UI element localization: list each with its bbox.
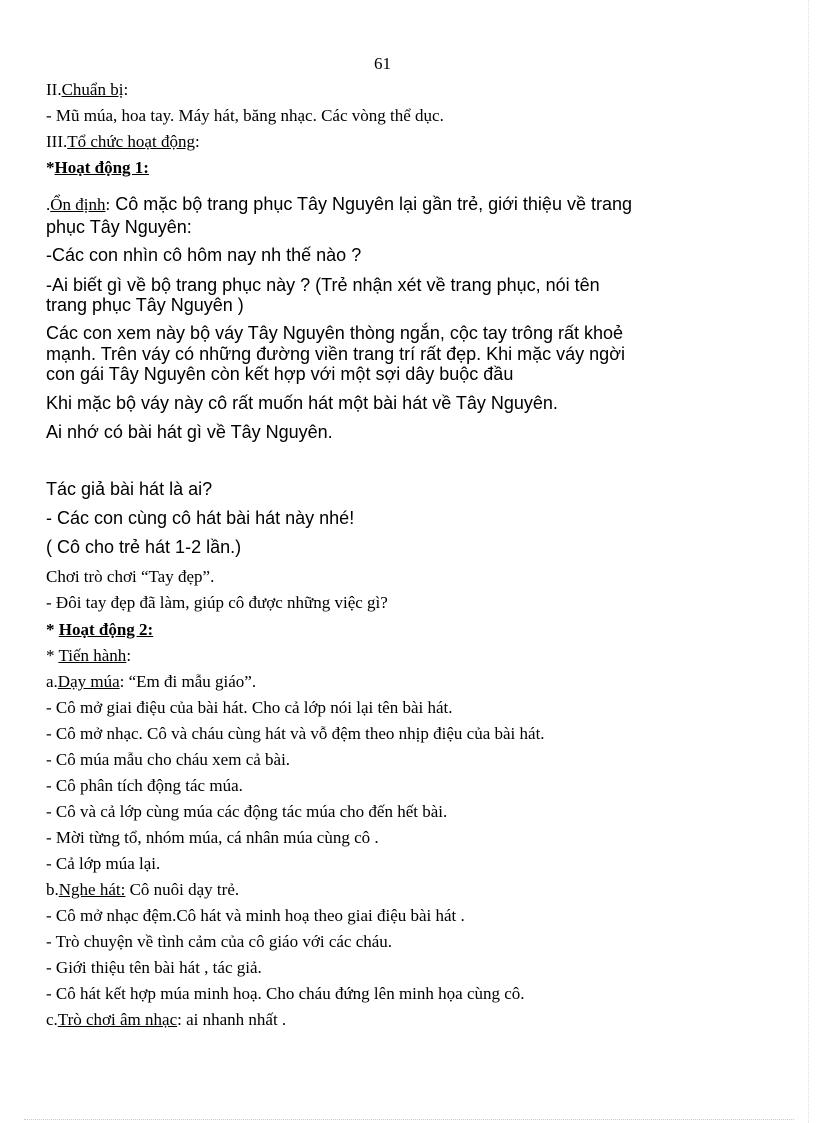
tien-hanh-prefix: * <box>46 646 59 665</box>
game-line: Chơi trò chơi “Tay đẹp”. <box>46 567 215 586</box>
section-3-heading <box>46 132 200 152</box>
part-a-label: Dạy múa <box>57 672 120 691</box>
section-2-suffix: : <box>123 80 129 99</box>
part-c-suffix: : ai nhanh nhất . <box>177 1010 287 1029</box>
page-right-border <box>808 0 809 1123</box>
game-question-line: - Đôi tay đẹp đã làm, giúp cô được những việc gì? <box>46 593 388 612</box>
activity-2-prefix: * <box>46 620 59 639</box>
part-b-item: - Giới thiệu tên bài hát , tác giả. <box>46 958 262 977</box>
part-b-label: Nghe hát: <box>58 880 126 899</box>
part-b-heading <box>46 880 239 900</box>
activity-1-prefix: * <box>46 158 55 177</box>
part-b-prefix: b. <box>46 880 59 899</box>
on-dinh-label: Ổn định <box>50 195 106 214</box>
description-line-1: Các con xem này bộ váy Tây Nguyên thòng ngắn, cộc tay trông rất khoẻ <box>46 323 624 343</box>
part-c-label: Trò chơi âm nhạc <box>57 1010 178 1029</box>
tien-hanh-suffix: : <box>126 646 132 665</box>
section-2-title: Chuẩn bị <box>61 80 124 99</box>
ask-author-line: Tác giả bài hát là ai? <box>46 479 213 499</box>
section-2-heading <box>46 80 128 100</box>
part-a-item: - Cô múa mẫu cho cháu xem cả bài. <box>46 750 291 769</box>
song-intro-line: Khi mặc bộ váy này cô rất muốn hát một bài hát về Tây Nguyên. <box>46 393 558 413</box>
on-dinh-line <box>46 194 632 215</box>
tien-hanh-label: Tiến hành <box>58 646 127 665</box>
intro-line-2: phục Tây Nguyên: <box>46 217 192 237</box>
part-a-item: - Cô và cả lớp cùng múa các động tác múa cho đến hết bài. <box>46 802 448 821</box>
part-a-prefix: a. <box>46 672 58 691</box>
question-2-line-2: trang phục Tây Nguyên ) <box>46 295 244 315</box>
part-b-item: - Cô hát kết hợp múa minh hoạ. Cho cháu đứng lên minh họa cùng cô. <box>46 984 525 1003</box>
part-a-suffix: : “Em đi mẫu giáo”. <box>119 672 257 691</box>
intro-line-1: Cô mặc bộ trang phục Tây Nguyên lại gần trẻ, giới thiệu về trang <box>110 194 632 214</box>
materials-item: - Mũ múa, hoa tay. Máy hát, băng nhạc. Các vòng thể dục. <box>46 106 444 125</box>
on-dinh-suffix: : <box>105 195 111 214</box>
activity-2-heading <box>46 620 153 640</box>
activity-2-title: Hoạt động 2: <box>58 620 154 639</box>
section-3-prefix: III. <box>46 132 68 151</box>
part-a-item: - Cô mở giai điệu của bài hát. Cho cả lớp nói lại tên bài hát. <box>46 698 453 717</box>
description-line-3: con gái Tây Nguyên còn kết hợp với một sợi dây buộc đầu <box>46 364 514 384</box>
on-dinh-prefix: . <box>46 195 51 214</box>
part-b-suffix: Cô nuôi dạy trẻ. <box>125 880 240 899</box>
activity-1-heading <box>46 158 149 178</box>
section-3-suffix: : <box>194 132 200 151</box>
section-2-prefix: II. <box>46 80 62 99</box>
part-a-heading <box>46 672 256 692</box>
ask-song-line: Ai nhớ có bài hát gì về Tây Nguyên. <box>46 422 333 442</box>
tien-hanh-line <box>46 646 131 666</box>
section-3-title: Tổ chức hoạt động <box>67 132 195 151</box>
activity-1-title: Hoạt động 1: <box>54 158 149 177</box>
part-b-item: - Trò chuyện về tình cảm của cô giáo với các cháu. <box>46 932 393 951</box>
part-a-item: - Cô mở nhạc. Cô và cháu cùng hát và vỗ đệm theo nhịp điệu của bài hát. <box>46 724 545 743</box>
sing-together-line: - Các con cùng cô hát bài hát này nhé! <box>46 508 355 528</box>
description-line-2: mạnh. Trên váy có những đường viền trang trí rất đẹp. Khi mặc váy ngời <box>46 344 625 364</box>
sing-note-line: ( Cô cho trẻ hát 1-2 lần.) <box>46 537 242 557</box>
question-1: -Các con nhìn cô hôm nay nh thế nào ? <box>46 245 362 265</box>
part-a-item: - Mời từng tổ, nhóm múa, cá nhân múa cùng cô . <box>46 828 379 847</box>
part-b-item: - Cô mở nhạc đệm.Cô hát và minh hoạ theo giai điệu bài hát . <box>46 906 465 925</box>
part-a-item: - Cô phân tích động tác múa. <box>46 776 243 795</box>
page-bottom-border <box>24 1119 794 1120</box>
question-2-line-1: -Ai biết gì về bộ trang phục này ? (Trẻ nhận xét về trang phục, nói tên <box>46 275 600 295</box>
part-a-item: - Cả lớp múa lại. <box>46 854 161 873</box>
page-number: 61 <box>374 54 391 73</box>
part-c-prefix: c. <box>46 1010 58 1029</box>
part-c-heading <box>46 1010 286 1030</box>
